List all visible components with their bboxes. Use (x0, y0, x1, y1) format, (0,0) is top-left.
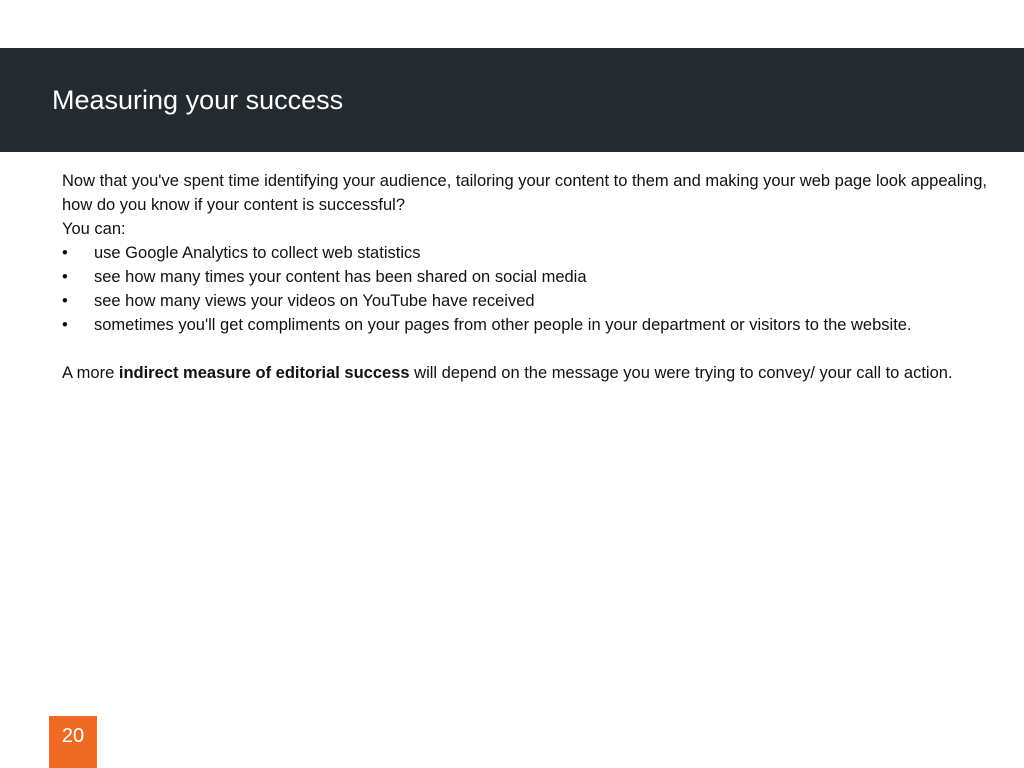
bullet-item (62, 313, 992, 337)
bullet-icon: • (62, 268, 68, 286)
slide-content (62, 169, 992, 385)
bullet-icon: • (62, 316, 68, 334)
bullet-text: see how many times your content has been shared on social media (94, 268, 587, 286)
bullet-list (62, 241, 992, 337)
bullet-icon: • (62, 244, 68, 262)
closing-paragraph (62, 361, 992, 385)
bullet-item (62, 265, 992, 289)
bullet-item (62, 241, 992, 265)
bullet-item (62, 289, 992, 313)
paragraph-spacer (62, 337, 992, 361)
slide-title: Measuring your success (52, 85, 344, 115)
closing-emphasis: indirect measure of editorial success (118, 364, 410, 382)
bullet-text: see how many views your videos on YouTube have received (94, 292, 535, 310)
you-can-label: You can: (62, 220, 126, 238)
intro-paragraph: Now that you've spent time identifying your audience, tailoring your content to them and making your web page look appealing, how do you know if your content is successful? (62, 172, 987, 214)
bullet-text: sometimes you'll get compliments on your pages from other people in your department or visitors to the website. (94, 316, 912, 334)
closing-text-after: will depend on the message you were trying to convey/ your call to action. (409, 364, 953, 382)
bullet-icon: • (62, 292, 68, 310)
closing-text-before: A more (62, 364, 119, 382)
page-number-badge: 20 (49, 716, 97, 768)
bullet-text: use Google Analytics to collect web statistics (94, 244, 421, 262)
